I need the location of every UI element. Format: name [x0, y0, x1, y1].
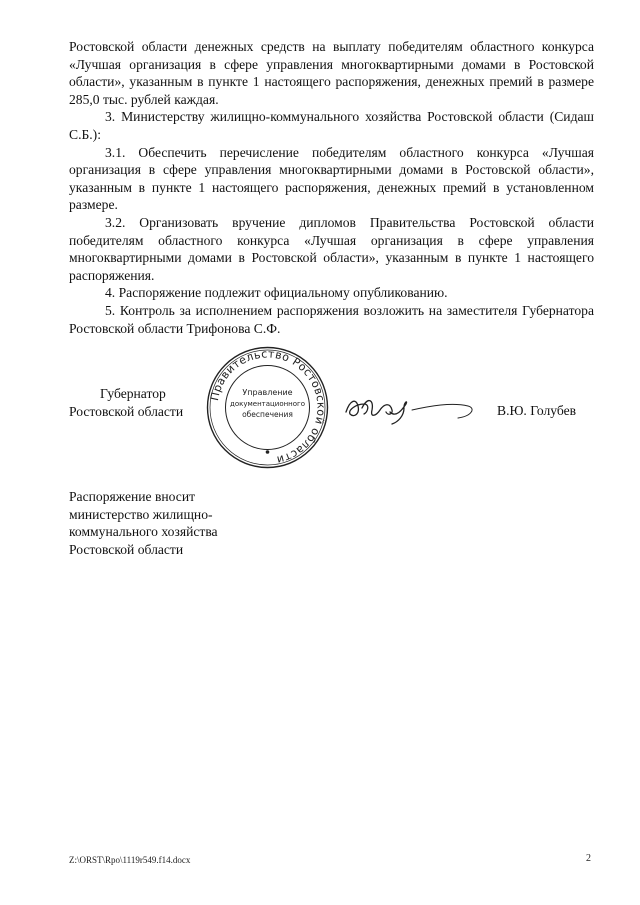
position-region: Ростовской области [69, 404, 184, 419]
paragraph-3-1: 3.1. Обеспечить перечисление победителям областного конкурса «Лучшая организация в сфере управления многоквартирными домами в Ростовской области», указанным в пункте 1 настоящего распоряжения, денежных премий в установленном размере. [69, 144, 594, 213]
official-seal-icon [205, 345, 330, 470]
seal-dot [266, 450, 270, 454]
seal-outer-text: Правительство Ростовской области [207, 347, 328, 467]
signatory-name: В.Ю. Голубев [497, 403, 577, 418]
seal-inner-line1: Управление [242, 388, 293, 397]
paragraph-5: 5. Контроль за исполнением распоряжения возложить на заместителя Губернатора Ростовской области Трифонова С.Ф. [69, 302, 594, 336]
page-number: 2 [586, 853, 591, 864]
introduced-line-3: коммунального хозяйства [69, 524, 218, 540]
paragraph-4: 4. Распоряжение подлежит официальному опубликованию. [105, 285, 448, 301]
introduced-line-2: министерство жилищно- [69, 506, 213, 522]
paragraph-3-2: 3.2. Организовать вручение дипломов Правительства Ростовской области победителям областного конкурса «Лучшая организация в сфере управления многоквартирными домами в Ростовской области», указанным в пункте 1 настоящего распоряжения. [69, 214, 594, 283]
handwritten-signature [340, 388, 480, 428]
signatory-position [69, 385, 209, 421]
introduced-by-note [69, 488, 269, 558]
seal-inner-line2: документационного [229, 400, 306, 408]
seal-inner-line3: обеспечения [242, 410, 293, 419]
paragraph-1: Ростовской области денежных средств на выплату победителям областного конкурса «Лучшая организация в сфере управления многоквартирными домами в Ростовской области», указанным в пункте 1 настоящего распоряжения, денежных премий в размере 285,0 тыс. рублей каждая. [69, 39, 594, 107]
introduced-line-1: Распоряжение вносит [69, 489, 196, 504]
introduced-line-4: Ростовской области [69, 541, 184, 557]
footer-file-path: Z:\ORST\Rpo\1119r549.f14.docx [69, 855, 191, 865]
document-body [69, 38, 594, 337]
paragraph-3: 3. Министерству жилищно-коммунального хозяйства Ростовской области (Сидаш С.Б.): [69, 109, 594, 142]
position-title: Губернатор [100, 386, 166, 401]
